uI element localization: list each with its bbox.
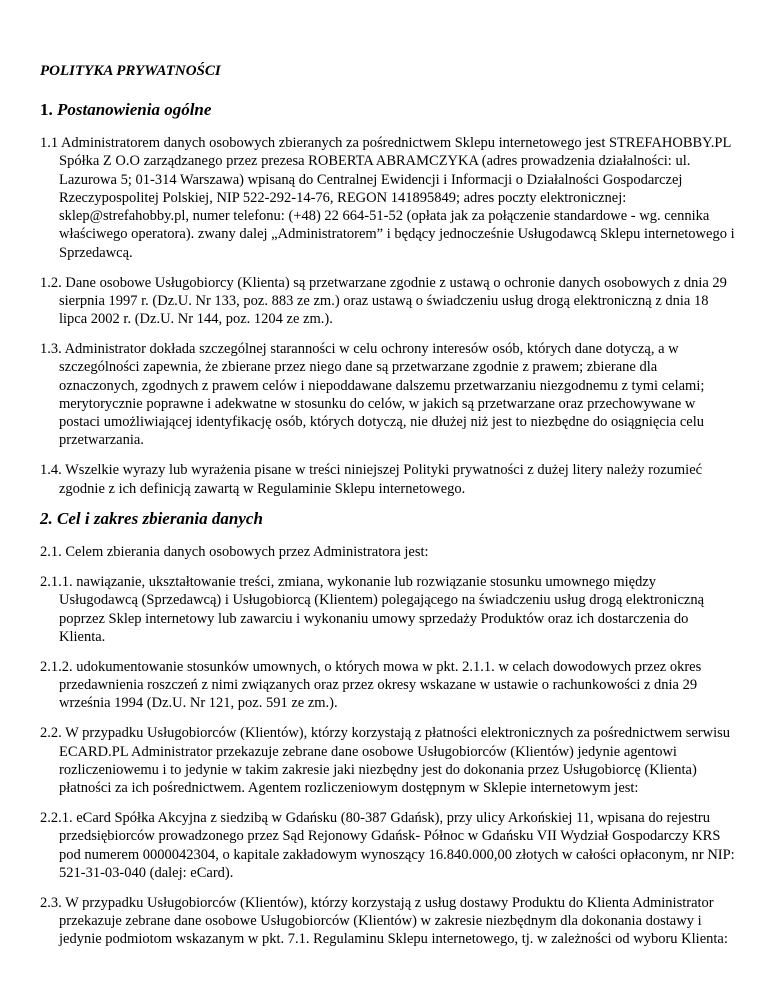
paragraph-2-1: 2.1. Celem zbierania danych osobowych przez Administratora jest: — [40, 544, 429, 561]
section-1-heading — [40, 100, 735, 120]
paragraph-1-3: 1.3. Administrator dokłada szczególnej staranności w celu ochrony interesów osób, których dane dotyczą, a w szczególności zapewnia, że zbierane przez niego dane są przetwarzane zgodnie z prawem; zbierane dla oznaczonych, zgodnych z prawem celów i niepoddawane dalszemu przetwarzaniu niezgodnemu z tymi celami; merytorycznie poprawne i adekwatne w stosunku do celów, w jakich są przetwarzane oraz przechowywane w postaci umożliwiającej identyfikację osób, których dotyczą, nie dłużej niż jest to niezbędne do osiągnięcia celu przetwarzania. — [40, 340, 705, 449]
paragraph-2-2-1: 2.2.1. eCard Spółka Akcyjna z siedzibą w Gdańsku (80-387 Gdańsk), przy ulicy Arkońskiej 11, wpisana do rejestru przedsiębiorców prowadzonego przez Sąd Rejonowy Gdańsk- Północ w Gdańsku VII Wydział Gospodarczy KRS pod numerem 0000042304, o kapitale zakładowym wynoszący 16.840.000,00 złotych w całości opłaconym, nr NIP: 521-31-03-040 (dalej: eCard). — [40, 809, 735, 881]
section-1-title: Postanowienia ogólne — [57, 100, 212, 119]
paragraph-1-1: 1.1 Administratorem danych osobowych zbieranych za pośrednictwem Sklepu internetowego jest STREFAHOBBY.PL Spółka Z O.O zarządzanego przez prezesa ROBERTA ABRAMCZYKA (adres prowadzenia działalności: ul. Lazurowa 5; 01-314 Warszawa) wpisaną do Centralnej Ewidencji i Informacji o Działalności Gospodarczej Rzeczypospolitej Polskiej, NIP 522-292-14-76, REGON 141895849; adres poczty elektronicznej: sklep@strefahobby.pl, numer telefonu: (+48) 22 664-51-52 (opłata jak za połączenie standardowe - wg. cennika właściwego operatora). zwany dalej „Administratorem” i będący jednocześnie Usługodawcą Sklepu internetowego i Sprzedawcą. — [40, 135, 735, 261]
paragraph-1-4: 1.4. Wszelkie wyrazy lub wyrażenia pisane w treści niniejszej Polityki prywatności z dużej litery należy rozumieć zgodnie z ich definicją zawartą w Regulaminie Sklepu internetowego. — [40, 462, 703, 497]
paragraph-2-2: 2.2. W przypadku Usługobiorców (Klientów), którzy korzystają z płatności elektronicznych za pośrednictwem serwisu ECARD.PL Administrator przekazuje zebrane dane osobowe Usługobiorców (Klientów) jedynie agentowi rozliczeniowemu i to jedynie w takim zakresie jaki niezbędny jest do dokonania przez Usługobiorcę (Klienta) płatności za ich pośrednictwem. Agentem rozliczeniowym dostępnym w Sklepie internetowym jest: — [40, 725, 731, 797]
paragraph-2-3: 2.3. W przypadku Usługobiorców (Klientów), którzy korzystają z usług dostawy Produktu do Klienta Administrator przekazuje zebrane dane osobowe Usługobiorców (Klientów) w zakresie niezbędnym dla dokonania dostawy i jedynie podmiotom wskazanym w pkt. 7.1. Regulaminu Sklepu internetowego, tj. w zależności od wyboru Klienta: — [40, 894, 728, 948]
section-1-number: 1. — [40, 100, 53, 119]
section-2-heading: 2. Cel i zakres zbierania danych — [40, 509, 263, 529]
document-title: POLITYKA PRYWATNOŚCI — [40, 63, 221, 79]
paragraph-2-1-2: 2.1.2. udokumentowanie stosunków umownych, o których mowa w pkt. 2.1.1. w celach dowodowych przez okres przedawnienia roszczeń z nimi związanych oraz przez okresy wskazane w ustawie o rachunkowości z dnia 29 września 1994 (Dz.U. Nr 121, poz. 591 ze zm.). — [40, 658, 702, 712]
paragraph-1-2: 1.2. Dane osobowe Usługobiorcy (Klienta) są przetwarzane zgodnie z ustawą o ochronie danych osobowych z dnia 29 sierpnia 1997 r. (Dz.U. Nr 133, poz. 883 ze zm.) oraz ustawą o świadczeniu usług drogą elektroniczną z dnia 18 lipca 2002 r. (Dz.U. Nr 144, poz. 1204 ze zm.). — [40, 274, 727, 328]
paragraph-2-1-1: 2.1.1. nawiązanie, ukształtowanie treści, zmiana, wykonanie lub rozwiązanie stosunku umownego między Usługodawcą (Sprzedawcą) i Usługobiorcą (Klientem) polegającego na świadczeniu usług drogą elektroniczną poprzez Sklep internetowy lub zawarciu i wykonaniu umowy sprzedaży Produktów oraz ich dostarczenia do Klienta. — [40, 574, 705, 646]
document-page — [40, 62, 735, 960]
